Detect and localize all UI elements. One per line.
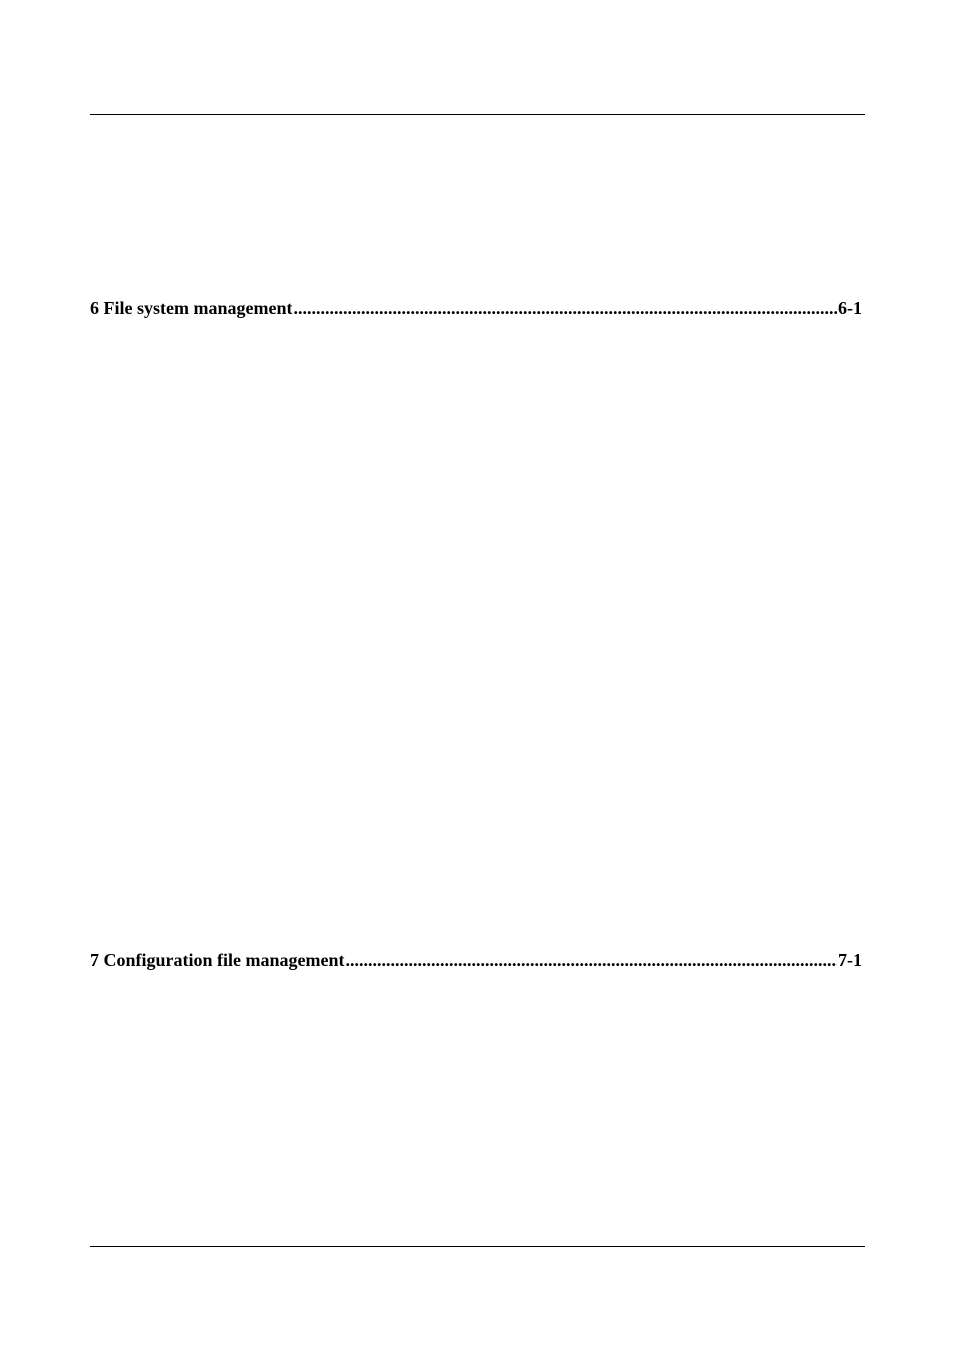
footer-rule <box>90 1246 865 1247</box>
toc-entry-page-number: 6-1 <box>838 298 862 318</box>
toc-dot-leader <box>293 297 837 319</box>
toc-entry-file-system-management[interactable] <box>90 297 862 319</box>
toc-entry-title: 6 File system management <box>90 298 293 318</box>
header-rule <box>90 114 865 115</box>
toc-entry-title: 7 Configuration file management <box>90 950 345 970</box>
toc-entry-page-number: 7-1 <box>838 950 862 970</box>
toc-entry-configuration-file-management[interactable] <box>90 949 862 971</box>
toc-dot-leader <box>345 949 837 971</box>
